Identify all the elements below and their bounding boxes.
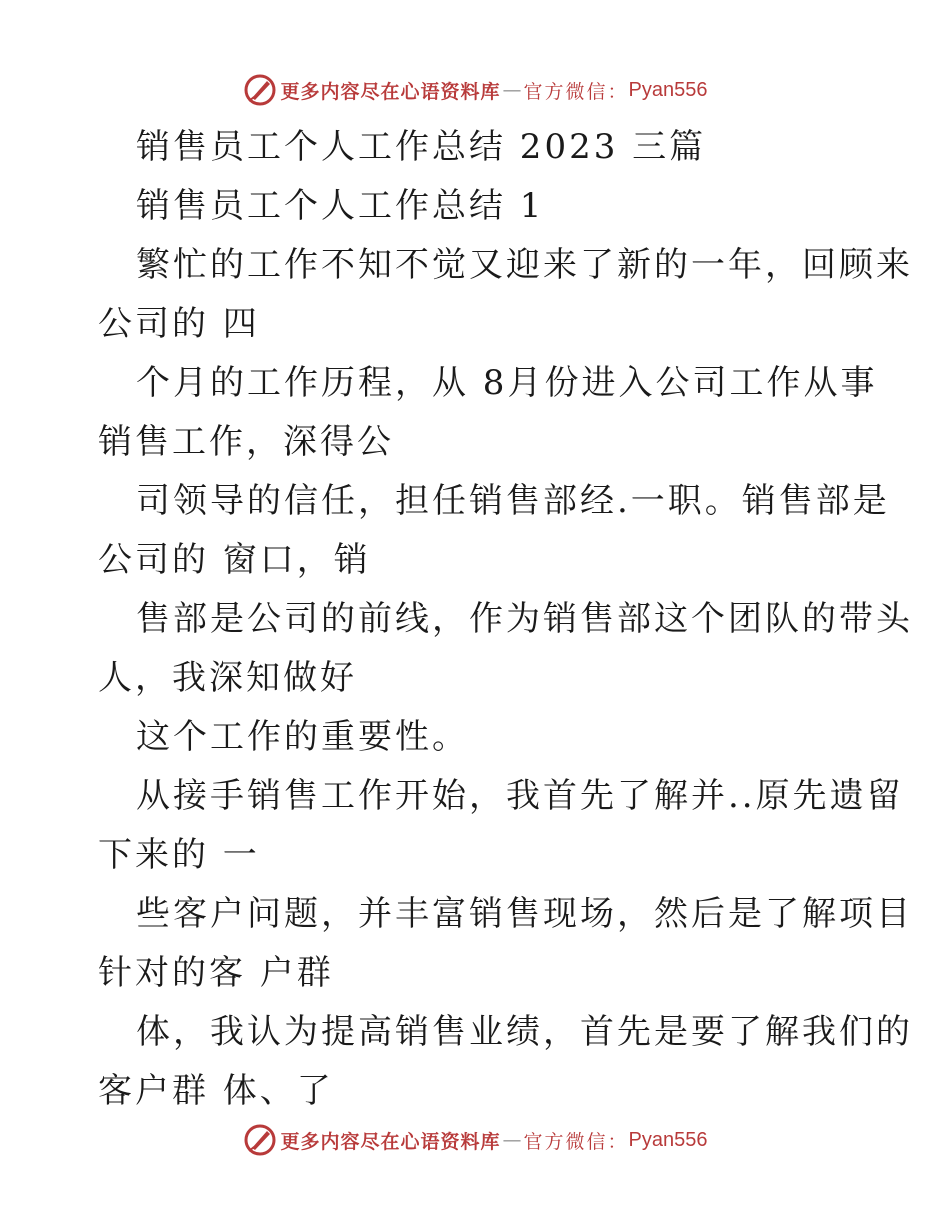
banner-wechat-id: Pyan556	[628, 1128, 708, 1151]
document-title: 销售员工个人工作总结 2023 三篇	[136, 127, 707, 167]
text-line: 个月的工作历程，从 8月份进入公司工作从事	[136, 363, 878, 403]
quill-logo-icon	[243, 1123, 277, 1157]
banner-contact-label: 官方微信：	[523, 1130, 629, 1153]
quill-logo-icon	[243, 73, 277, 107]
text-line: 销售工作，深得公	[98, 422, 394, 462]
header-banner	[0, 70, 950, 110]
banner-dash: —	[502, 1129, 522, 1151]
text-line: 针对的客 户群	[98, 953, 334, 993]
section-heading: 销售员工个人工作总结 1	[136, 186, 545, 226]
text-line: 售部是公司的前线，作为销售部这个团队的带头	[136, 599, 913, 639]
text-line: 司领导的信任，担任销售部经.一职。销售部是	[136, 481, 890, 521]
banner-site-text: 更多内容尽在心语资料库	[280, 80, 501, 103]
banner-wechat-id: Pyan556	[628, 78, 708, 101]
text-line: 下来的 一	[98, 835, 260, 875]
banner-dash: —	[502, 79, 522, 101]
text-line: 这个工作的重要性。	[136, 717, 469, 757]
text-line: 公司的 四	[98, 304, 260, 344]
text-line: 人，我深知做好	[98, 658, 357, 698]
banner-contact-label: 官方微信：	[523, 80, 629, 103]
text-line: 从接手销售工作开始，我首先了解并..原先遗留	[136, 776, 904, 816]
footer-banner	[0, 1120, 950, 1160]
text-line: 些客户问题，并丰富销售现场，然后是了解项目	[136, 894, 913, 934]
text-line: 公司的 窗口，销	[98, 540, 371, 580]
text-line: 体，我认为提高销售业绩，首先是要了解我们的	[136, 1012, 913, 1052]
banner-site-text: 更多内容尽在心语资料库	[280, 1130, 501, 1153]
text-line: 客户群 体、了	[98, 1071, 334, 1111]
text-line: 繁忙的工作不知不觉又迎来了新的一年，回顾来	[136, 245, 913, 285]
document-body	[98, 118, 913, 1121]
